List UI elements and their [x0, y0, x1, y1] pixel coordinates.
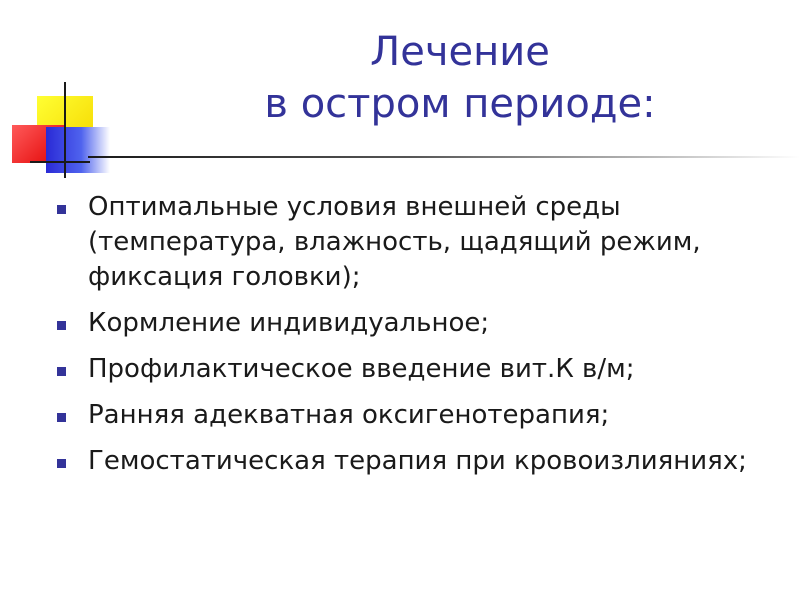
list-item: [50, 306, 750, 341]
vertical-rule: [64, 82, 66, 178]
list-item: [50, 190, 750, 295]
title-line-2: в остром периоде:: [264, 81, 656, 127]
square-bullet-icon: [57, 367, 66, 376]
square-bullet-icon: [57, 321, 66, 330]
logo-horizontal-rule: [30, 161, 90, 163]
title-divider: [88, 156, 800, 158]
list-item-text: Оптимальные условия внешней среды (температура, влажность, щадящий режим, фиксация головки);: [88, 192, 701, 292]
list-item-text: Ранняя адекватная оксигенотерапия;: [88, 400, 610, 430]
square-bullet-icon: [57, 413, 66, 422]
square-bullet-icon: [57, 459, 66, 468]
list-item: [50, 352, 750, 387]
blue-square-icon: [46, 127, 110, 173]
list-item-text: Кормление индивидуальное;: [88, 308, 490, 338]
title-line-1: Лечение: [370, 29, 550, 75]
list-item: [50, 398, 750, 433]
list-item: [50, 444, 750, 479]
list-item-text: Гемостатическая терапия при кровоизлияниях;: [88, 446, 747, 476]
list-item-text: Профилактическое введение вит.К в/м;: [88, 354, 635, 384]
square-bullet-icon: [57, 205, 66, 214]
bullet-list: [50, 190, 750, 490]
slide-title: [180, 26, 740, 130]
